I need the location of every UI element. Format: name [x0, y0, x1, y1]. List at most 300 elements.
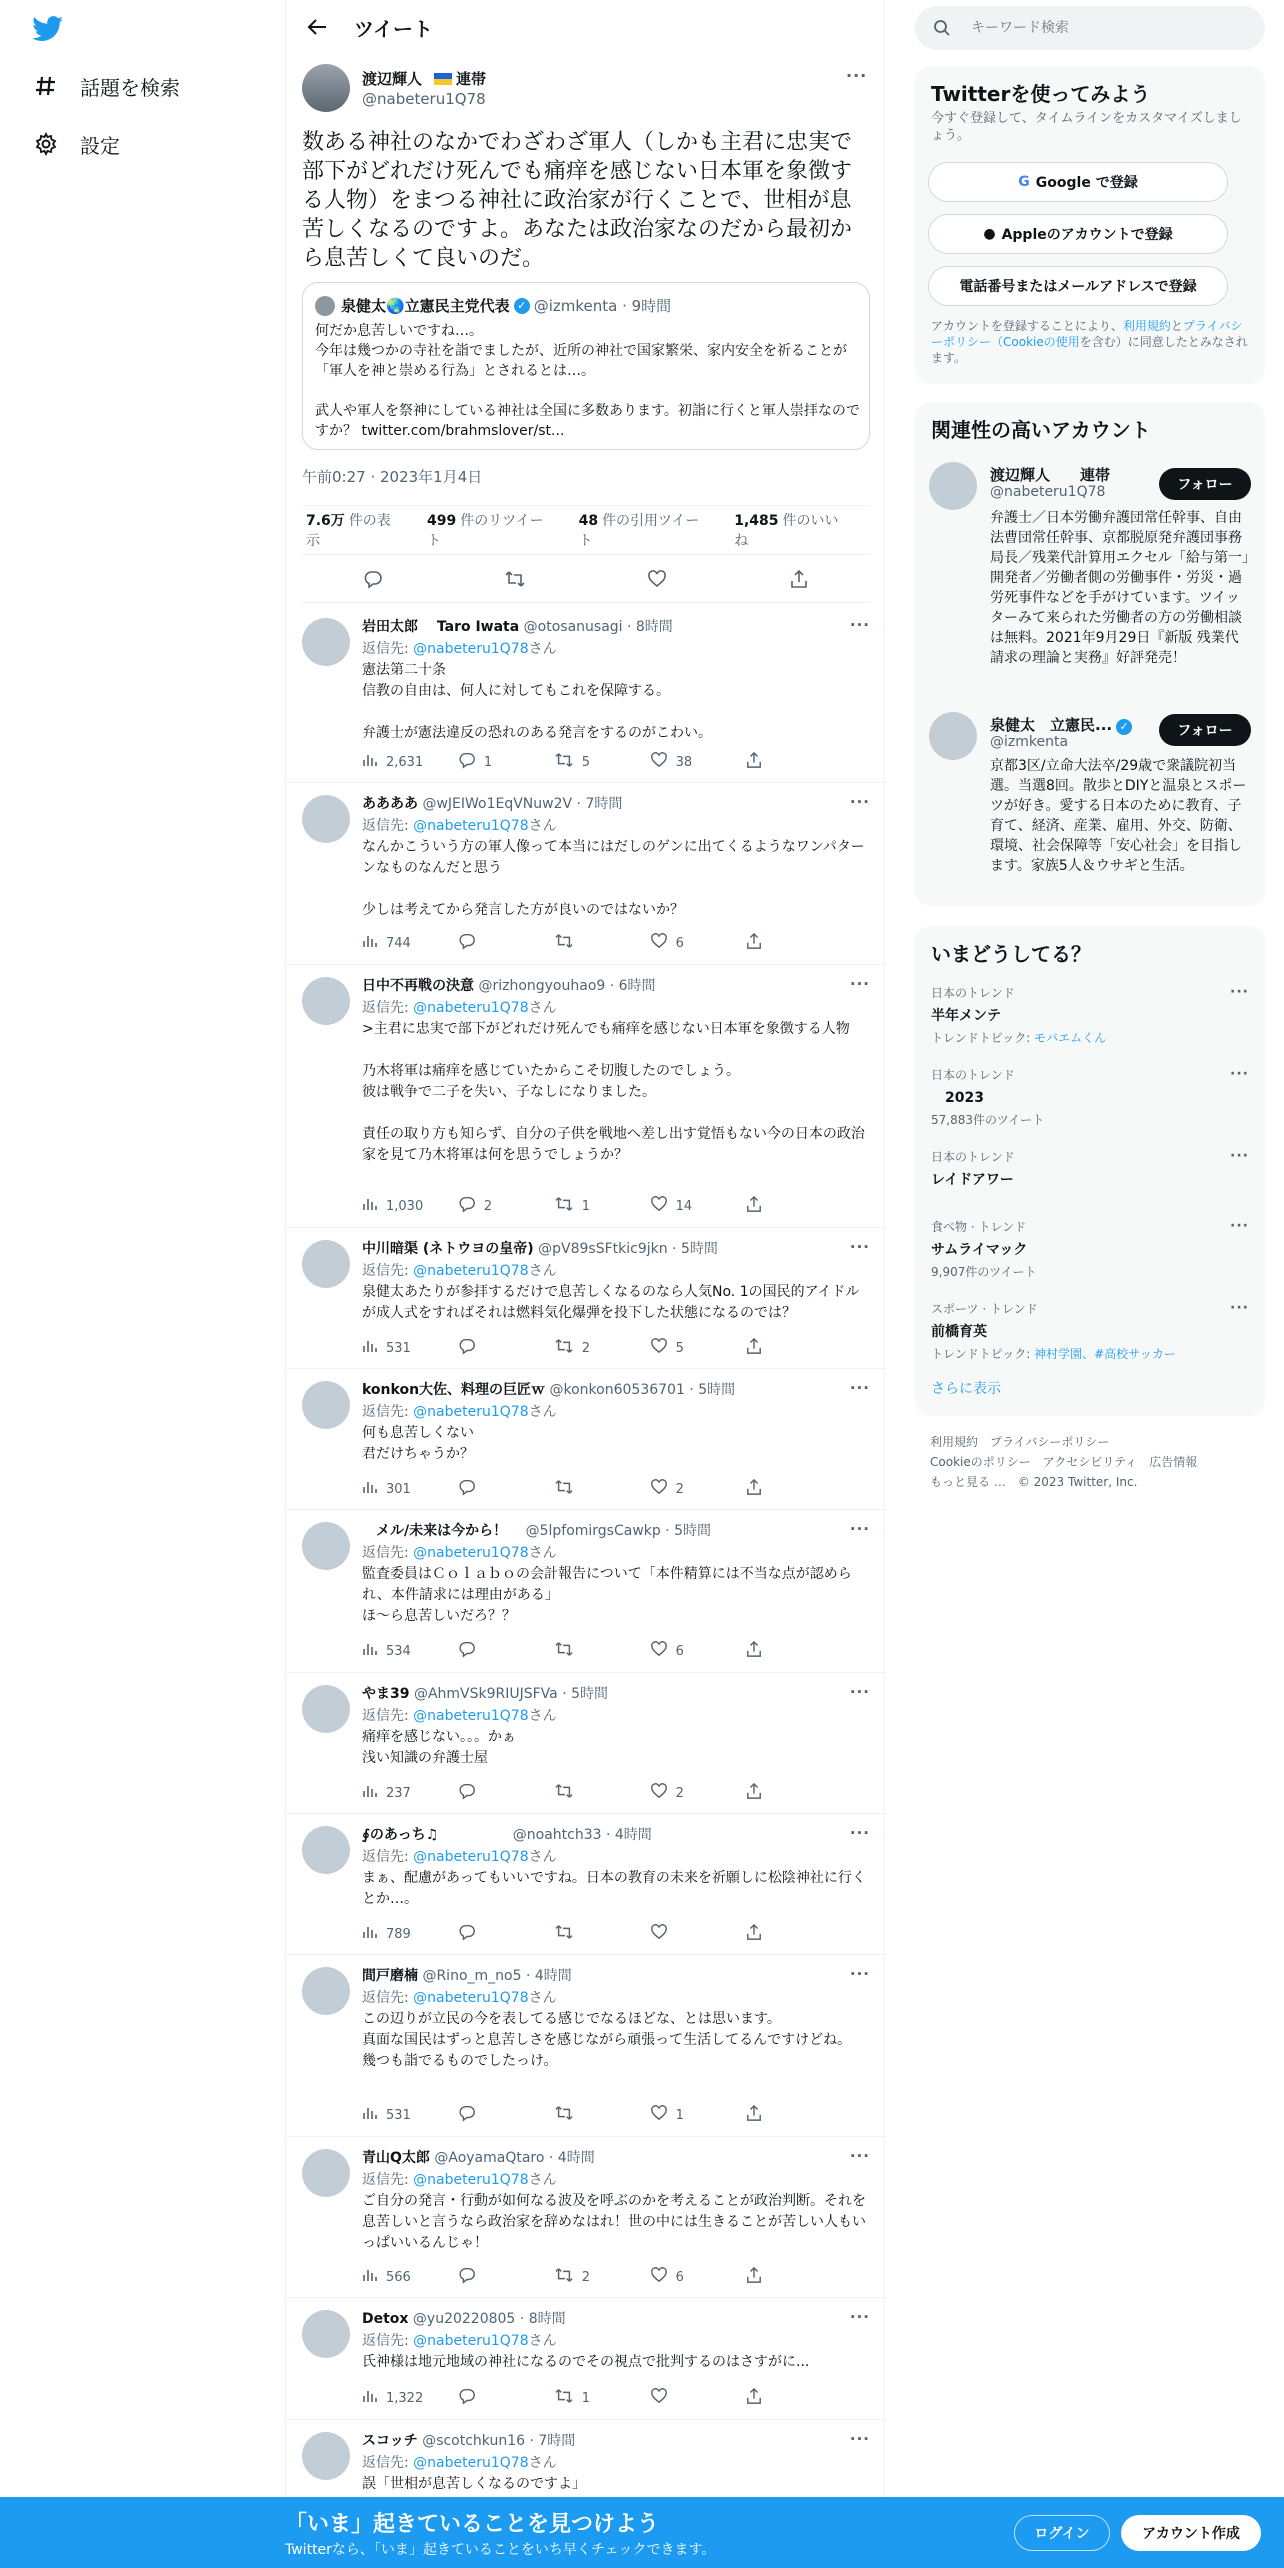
tweet-timestamp[interactable]: 午前0:27 · 2023年1月4日 [302, 468, 483, 486]
like-icon [650, 1479, 668, 1499]
main-tweet-author[interactable] [362, 68, 486, 89]
views-count: 1,030 [386, 1198, 424, 1214]
quoted-tweet-text: 何だか息苦しいですね…。 今年は幾つかの寺社を詣でましたが、近所の神社で国家繁栄、家内安全を祈ることが「軍人を神と崇める行為」とされるとは…。 武人や軍人を祭神にしている神社は全国に多数あります。初詣に行くと軍人崇拝なのですか？ twitter.com/brahmslover/st... [315, 323, 860, 439]
reply-to-link[interactable]: @nabeteru1Q78 [413, 1404, 529, 1420]
reply-button[interactable] [458, 2387, 554, 2409]
reply-actions [362, 1196, 782, 1216]
retweet-icon [554, 2266, 574, 2288]
retweet-icon [554, 1923, 574, 1945]
trend-item[interactable] [931, 1300, 1249, 1362]
reply-to: 返信先: @nabeteru1Q78さん [362, 1990, 557, 2006]
reply-avatar[interactable] [302, 618, 350, 666]
reply-button[interactable] [458, 2266, 554, 2288]
reply-tweet[interactable] [286, 606, 886, 783]
reply-avatar[interactable] [302, 1685, 350, 1733]
like-icon [650, 1783, 668, 1803]
main-tweet-avatar[interactable] [302, 64, 350, 112]
share-icon [746, 751, 762, 773]
reply-text: 何も息苦しくない 君だけちゃうか？ [362, 1425, 474, 1462]
reply-author-handle[interactable]: @AhmVSk9RIUJSFVa · 5時間 [413, 1686, 609, 1702]
like-button[interactable] [650, 2388, 746, 2408]
reply-count: 2 [483, 1198, 493, 1214]
reply-to-link[interactable]: @nabeteru1Q78 [413, 1000, 529, 1016]
reply-to: 返信先: @nabeteru1Q78さん [362, 1708, 557, 1724]
footer-cookie[interactable]: Cookieのポリシー [930, 1455, 1031, 1469]
retweet-button[interactable] [554, 2104, 650, 2126]
retweet-icon [554, 1478, 574, 1500]
more-options-icon[interactable]: ··· [849, 2308, 870, 2326]
reply-tweet[interactable] [286, 1673, 886, 1814]
gear-icon [32, 130, 60, 158]
reply-icon [458, 932, 476, 954]
trend-item[interactable] [931, 1066, 1249, 1128]
more-options-icon[interactable]: ··· [849, 975, 870, 993]
footer-privacy[interactable]: プライバシーポリシー [990, 1435, 1110, 1449]
share-icon [746, 932, 762, 954]
reply-text: 氏神様は地元地域の神社になるのでその視点で批判するのはさすがに... [362, 2354, 810, 2370]
share-icon [746, 1640, 762, 1662]
reply-actions [362, 933, 782, 953]
views-count: 531 [386, 2107, 411, 2123]
retweet-button[interactable] [554, 1478, 650, 1500]
search-icon [933, 19, 951, 37]
verified-badge-icon: ✓ [514, 298, 530, 314]
reply-author-name[interactable]: 日中不再戦の決意 [362, 978, 474, 994]
reply-tweet[interactable] [286, 1228, 886, 1369]
retweet-button[interactable] [554, 2387, 650, 2409]
footer-terms[interactable]: 利用規約 [930, 1435, 979, 1449]
stat-retweets[interactable]: 499 件のリツイート [427, 513, 544, 549]
reply-tweet[interactable] [286, 2137, 886, 2298]
privacy-link[interactable]: プライバシーポリシー [931, 319, 1243, 349]
views-button[interactable] [362, 2105, 458, 2125]
tweet-stats [302, 505, 870, 555]
reply-tweet[interactable] [286, 1955, 886, 2137]
share-button[interactable] [746, 932, 783, 954]
left-navigation [0, 0, 285, 2568]
search-input[interactable] [971, 20, 1221, 36]
views-button[interactable] [362, 2267, 458, 2287]
reply-author-handle[interactable]: @otosanusagi · 8時間 [523, 619, 673, 635]
retweet-icon [554, 2104, 574, 2126]
share-icon[interactable] [788, 568, 810, 590]
views-button[interactable] [362, 1196, 458, 1216]
views-button[interactable] [362, 1338, 458, 1358]
more-options-icon[interactable]: ··· [1230, 1300, 1249, 1316]
reply-actions [362, 2267, 782, 2287]
page-title: ツイート [354, 16, 433, 41]
reply-author-handle[interactable]: @pV89sSFtkic9jkn · 5時間 [538, 1241, 718, 1257]
trend-subtitle: トレンドトピック: 神村学園、#高校サッカー [931, 1347, 1176, 1361]
reply-to-link[interactable]: @nabeteru1Q78 [413, 2172, 529, 2188]
follow-button[interactable]: フォロー [1159, 714, 1251, 746]
more-options-icon[interactable]: ··· [849, 1520, 870, 1538]
reply-count: 1 [483, 754, 493, 770]
reply-icon [458, 1923, 476, 1945]
reply-to-link[interactable]: @nabeteru1Q78 [413, 2455, 529, 2471]
trend-category: 日本のトレンド [931, 1068, 1015, 1082]
retweet-icon [554, 1195, 574, 1217]
like-button[interactable] [650, 1924, 746, 1944]
reply-author-name[interactable]: 中川暗渠 (ネトウヨの皇帝) [362, 1241, 534, 1257]
nav-settings[interactable] [32, 124, 120, 164]
recommended-accounts-card [915, 402, 1265, 906]
more-options-icon[interactable]: ··· [849, 1238, 870, 1256]
reply-to-link[interactable]: @nabeteru1Q78 [413, 1990, 529, 2006]
retweet-icon[interactable] [504, 568, 526, 590]
footer-accessibility[interactable]: アクセシビリティ [1042, 1455, 1138, 1469]
reply-avatar[interactable] [302, 977, 350, 1025]
reply-avatar[interactable] [302, 1826, 350, 1874]
reply-text: まぁ、配慮があってもいいですね。日本の教育の未来を祈願しに松陰神社に行くとか…。 [362, 1870, 866, 1907]
tweet-action-bar [302, 555, 870, 603]
trend-topic-link[interactable]: モバエムくん [1034, 1031, 1107, 1045]
phone-email-signup-button[interactable]: 電話番号またはメールアドレスで登録 [928, 266, 1228, 306]
trend-subtitle: 9,907件のツイート [931, 1265, 1037, 1279]
quoted-author-handle: @izmkenta [533, 296, 618, 315]
like-icon [650, 2267, 668, 2287]
views-button[interactable] [362, 1924, 458, 1944]
reply-tweet[interactable] [286, 2298, 886, 2420]
reply-author-name[interactable]: konkon大佐、料理の巨匠ｗ [362, 1382, 546, 1398]
share-button[interactable] [746, 1923, 783, 1945]
stat-likes[interactable]: 1,485 件のいいね [734, 513, 839, 549]
like-button[interactable] [650, 1196, 746, 1216]
views-icon [362, 2388, 378, 2408]
retweet-count: 1 [581, 1198, 591, 1214]
retweet-icon [554, 1782, 574, 1804]
like-icon [650, 1924, 668, 1944]
quoted-author-name: 泉健太🌏立憲民主党代表 [341, 297, 510, 315]
views-count: 1,322 [386, 2390, 424, 2406]
recommended-avatar[interactable] [929, 462, 977, 510]
reply-to: 返信先: @nabeteru1Q78さん [362, 641, 557, 657]
trend-subtitle: 57,883件のツイート [931, 1113, 1045, 1127]
reply-to-link[interactable]: @nabeteru1Q78 [413, 1849, 529, 1865]
reply-header [362, 1683, 608, 1703]
reply-text: 誤「世相が息苦しくなるのですよ」 [362, 2476, 586, 2492]
reply-icon [458, 2266, 476, 2288]
views-icon [362, 2105, 378, 2125]
retweet-button[interactable] [554, 1337, 650, 1359]
share-button[interactable] [746, 2104, 783, 2126]
reply-author-handle[interactable]: @AoyamaQtaro · 4時間 [434, 2150, 595, 2166]
reply-icon[interactable] [362, 568, 384, 590]
reply-icon [458, 1640, 476, 1662]
reply-author-handle[interactable]: @rizhongyouhao9 · 6時間 [478, 978, 656, 994]
like-count: 6 [675, 935, 684, 951]
recommended-title: 関連性の高いアカウント [931, 418, 1151, 442]
views-button[interactable] [362, 1479, 458, 1499]
more-options-icon[interactable]: ··· [849, 2430, 870, 2448]
share-icon [746, 2104, 762, 2126]
like-button[interactable] [650, 2267, 746, 2287]
views-count: 2,631 [386, 754, 424, 770]
google-signup-button[interactable]: G Google で登録 [928, 162, 1228, 202]
like-count: 14 [675, 1198, 693, 1214]
reply-text: 痛痒を感じない。。。かぁ 浅い知識の弁護士屋 [362, 1729, 516, 1766]
reply-to-link[interactable]: @nabeteru1Q78 [413, 2333, 529, 2349]
trend-title: レイドアワー [931, 1172, 1014, 1188]
reply-to-link[interactable]: @nabeteru1Q78 [413, 641, 529, 657]
trend-item[interactable] [931, 1148, 1249, 1189]
views-icon [362, 1783, 378, 1803]
quoted-time: 9時間 [631, 297, 672, 315]
reply-tweet[interactable] [286, 965, 886, 1228]
reply-author-name[interactable]: Detox [362, 2311, 409, 2327]
show-more-link[interactable]: さらに表示 [931, 1381, 1001, 1397]
reply-actions [362, 1338, 782, 1358]
like-icon[interactable] [646, 568, 668, 590]
recommended-handle[interactable]: @izmkenta [990, 734, 1069, 750]
reply-author-name[interactable]: やま39 [362, 1686, 410, 1702]
bottom-bar-subtitle: Twitterなら、「いま」起きていることをいち早くチェックできます。 [285, 2542, 716, 2558]
reply-actions [362, 1479, 782, 1499]
reply-button[interactable] [458, 751, 554, 773]
reply-button[interactable] [458, 932, 554, 954]
views-icon [362, 2267, 378, 2287]
retweet-button[interactable] [554, 1195, 650, 1217]
apple-signup-button[interactable]: ● Appleのアカウントで登録 [928, 214, 1228, 254]
footer-copyright: © 2023 Twitter, Inc. [1017, 1475, 1138, 1489]
trend-item[interactable] [931, 984, 1249, 1046]
reply-author-name[interactable]: メル/未来は今から！ [362, 1523, 508, 1539]
ukraine-flag-icon [434, 73, 452, 85]
reply-to: 返信先: @nabeteru1Q78さん [362, 2333, 557, 2349]
login-button[interactable]: ログイン [1014, 2515, 1110, 2551]
reply-avatar[interactable] [302, 2432, 350, 2480]
more-options-icon[interactable]: ··· [849, 1824, 870, 1842]
quoted-dot: · [617, 296, 632, 315]
views-icon [362, 1924, 378, 1944]
trends-card [915, 926, 1265, 1416]
reply-button[interactable] [458, 1478, 554, 1500]
reply-button[interactable] [458, 1195, 554, 1217]
reply-tweet[interactable] [286, 1814, 886, 1955]
reply-text: 憲法第二十条 信教の自由は、何人に対してもこれを保障する。 弁護士が憲法違反の恐れのある発言をするのがこわい。 [362, 662, 712, 741]
reply-author-handle[interactable]: @wJEIWo1EqVNuw2V · 7時間 [422, 796, 623, 812]
reply-author-handle[interactable]: @5lpfomirgsCawkp · 5時間 [511, 1523, 712, 1539]
share-button[interactable] [746, 1195, 783, 1217]
views-count: 531 [386, 1340, 411, 1356]
reply-text: なんかこういう方の軍人像って本当にはだしのゲンに出てくるようなワンパターンなものなんだと思う 少しは考えてから発言した方が良いのではないか？ [362, 839, 865, 918]
quoted-tweet-header [315, 295, 671, 316]
main-tweet-text: 数ある神社のなかでわざわざ軍人（しかも主君に忠実で部下がどれだけ死んでも痛痒を感じない日本軍を象徴する人物）をまつる神社に政治家が行くことで、世相が息苦しくなるのですよ。あなたは政治家なのだから最初から息苦しくて良いのだ。 [302, 130, 853, 271]
retweet-button[interactable] [554, 2266, 650, 2288]
reply-text: この辺りが立民の今を表してる感じでなるほどな、とは思います。 真面な国民はずっと息苦しさを感じながら頑張って生活してるんですけどね。 幾つも詣でるものでしたっけ。 [362, 2011, 852, 2069]
share-button[interactable] [746, 751, 783, 773]
trend-category: 日本のトレンド [931, 1150, 1015, 1164]
share-button[interactable] [746, 2266, 783, 2288]
like-button[interactable] [650, 1338, 746, 1358]
google-icon: G [1018, 174, 1030, 190]
views-button[interactable] [362, 933, 458, 953]
reply-tweet[interactable] [286, 783, 886, 965]
reply-header [362, 2430, 575, 2450]
reply-to-link[interactable]: @nabeteru1Q78 [413, 1263, 529, 1279]
reply-to: 返信先: @nabeteru1Q78さん [362, 1000, 557, 1016]
more-options-icon[interactable]: ··· [849, 1379, 870, 1397]
reply-avatar[interactable] [302, 1381, 350, 1429]
reply-button[interactable] [458, 1782, 554, 1804]
reply-actions [362, 1924, 782, 1944]
reply-button[interactable] [458, 1337, 554, 1359]
footer-ads[interactable]: 広告情報 [1149, 1455, 1198, 1469]
reply-button[interactable] [458, 1640, 554, 1662]
like-icon [650, 2388, 668, 2408]
reply-to: 返信先: @nabeteru1Q78さん [362, 818, 557, 834]
reply-tweet[interactable] [286, 1510, 886, 1673]
reply-to: 返信先: @nabeteru1Q78さん [362, 1263, 557, 1279]
views-button[interactable] [362, 2388, 458, 2408]
reply-avatar[interactable] [302, 1240, 350, 1288]
reply-text: >主君に忠実で部下がどれだけ死んでも痛痒を感じない日本軍を象徴する人物 乃木将軍は痛痒を感じていたからこそ切腹したのでしょう。 彼は戦争で二子を失い、子なしになりました。 責任の取り方も知らず、自分の子供を戦地へ差し出す覚悟もない今の日本の政治家を見て乃木将軍は何を思うでしょうか？ [362, 1021, 865, 1163]
like-count: 2 [675, 1785, 684, 1801]
views-icon [362, 1196, 378, 1216]
retweet-button[interactable] [554, 751, 650, 773]
trend-item[interactable] [931, 1218, 1249, 1280]
bottom-signup-bar [0, 2497, 1284, 2568]
views-button[interactable] [362, 752, 458, 772]
more-options-icon[interactable]: ··· [849, 616, 870, 634]
retweet-button[interactable] [554, 1923, 650, 1945]
reply-author-name[interactable]: 間戸磨楠 [362, 1968, 418, 1984]
more-options-icon[interactable]: ··· [1230, 984, 1249, 1000]
stat-views[interactable]: 7.6万 件の表示 [306, 513, 391, 549]
views-button[interactable] [362, 1641, 458, 1661]
reply-avatar[interactable] [302, 1967, 350, 2015]
more-options-icon[interactable]: ··· [846, 66, 868, 85]
reply-to: 返信先: @nabeteru1Q78さん [362, 2172, 557, 2188]
reply-header [362, 1520, 711, 1540]
trend-category: 日本のトレンド [931, 986, 1015, 1000]
more-options-icon[interactable]: ··· [849, 1965, 870, 1983]
quoted-tweet[interactable] [302, 282, 870, 450]
recommended-name[interactable]: 泉健太 立憲民... ✓ [990, 714, 1136, 735]
back-arrow-icon[interactable] [300, 10, 334, 44]
stat-quotes[interactable]: 48 件の引用ツイート [578, 513, 700, 549]
verified-badge-icon: ✓ [1116, 719, 1132, 735]
header [286, 0, 886, 54]
reply-icon [458, 1478, 476, 1500]
reply-button[interactable] [458, 1923, 554, 1945]
trend-topic-link[interactable]: 神村学園、#高校サッカー [1034, 1347, 1176, 1361]
reply-tweet[interactable] [286, 1369, 886, 1510]
more-options-icon[interactable]: ··· [1230, 1066, 1249, 1082]
trend-title: 前橋育英 [931, 1324, 987, 1340]
cookie-link[interactable]: （Cookieの使用 [991, 335, 1080, 349]
share-button[interactable] [746, 1640, 783, 1662]
reply-text: 泉健太あたりが参拝するだけで息苦しくなるのなら人気No. 1の国民的アイドルが成人式をすればそれは燃料気化爆弾を投下した状態になるのでは？ [362, 1284, 860, 1321]
reply-author-handle[interactable]: @Rino_m_no5 · 4時間 [422, 1968, 572, 1984]
reply-avatar[interactable] [302, 795, 350, 843]
like-button[interactable] [650, 752, 746, 772]
views-button[interactable] [362, 1783, 458, 1803]
reply-avatar[interactable] [302, 2149, 350, 2197]
reply-icon [458, 751, 476, 773]
views-icon [362, 933, 378, 953]
share-icon [746, 1923, 762, 1945]
author-handle[interactable]: @nabeteru1Q78 [362, 90, 486, 108]
reply-header [362, 1965, 572, 1985]
reply-to: 返信先: @nabeteru1Q78さん [362, 2455, 557, 2471]
recommended-handle[interactable]: @nabeteru1Q78 [990, 484, 1106, 500]
like-button[interactable] [650, 1783, 746, 1803]
reply-header [362, 1824, 652, 1844]
reply-author-name[interactable]: 岩田太郎 Taro Iwata [362, 619, 520, 635]
reply-author-handle[interactable]: @noahtch33 · 4時間 [442, 1827, 652, 1843]
trend-title: 2023 [931, 1090, 984, 1106]
reply-author-name[interactable]: ああああ [362, 796, 418, 812]
twitter-logo-icon[interactable] [32, 16, 64, 42]
like-button[interactable] [650, 2105, 746, 2125]
reply-to-link[interactable]: @nabeteru1Q78 [413, 1545, 529, 1561]
like-button[interactable] [650, 933, 746, 953]
retweet-icon [554, 1337, 574, 1359]
retweet-button[interactable] [554, 932, 650, 954]
reply-avatar[interactable] [302, 2310, 350, 2358]
signup-card [915, 66, 1265, 384]
trend-title: サムライマック [931, 1242, 1028, 1258]
retweet-button[interactable] [554, 1640, 650, 1662]
reply-author-name[interactable]: 青山Q太郎 [362, 2150, 430, 2166]
share-button[interactable] [746, 2387, 783, 2409]
reply-header [362, 975, 656, 995]
more-options-icon[interactable]: ··· [849, 1683, 870, 1701]
reply-author-handle[interactable]: @scotchkun16 · 7時間 [422, 2433, 576, 2449]
recommended-avatar[interactable] [929, 712, 977, 760]
reply-author-name[interactable]: スコッチ [362, 2433, 418, 2449]
retweet-button[interactable] [554, 1782, 650, 1804]
reply-header [362, 616, 673, 636]
reply-icon [458, 2387, 476, 2409]
share-button[interactable] [746, 1337, 783, 1359]
share-button[interactable] [746, 1782, 783, 1804]
like-button[interactable] [650, 1641, 746, 1661]
more-options-icon[interactable]: ··· [849, 2147, 870, 2165]
reply-avatar[interactable] [302, 1522, 350, 1570]
follow-button[interactable]: フォロー [1159, 468, 1251, 500]
share-button[interactable] [746, 1478, 783, 1500]
like-icon [650, 752, 668, 772]
views-icon [362, 752, 378, 772]
reply-to: 返信先: @nabeteru1Q78さん [362, 1849, 557, 1865]
search-bar[interactable] [915, 6, 1265, 50]
footer-more[interactable]: もっと見る … [930, 1475, 1006, 1489]
views-count: 789 [386, 1926, 411, 1942]
nav-explore[interactable] [32, 66, 180, 106]
recommended-name[interactable]: 渡辺輝人 連帯 [990, 466, 1111, 484]
terms-link[interactable]: 利用規約 [1122, 319, 1171, 333]
reply-icon [458, 1337, 476, 1359]
views-count: 301 [386, 1481, 411, 1497]
reply-header [362, 2147, 595, 2167]
reply-author-handle[interactable]: @konkon60536701 · 5時間 [549, 1382, 736, 1398]
reply-author-name[interactable]: ∮のあっち♫ [362, 1827, 439, 1843]
reply-author-handle[interactable]: @yu20220805 · 8時間 [412, 2311, 566, 2327]
like-button[interactable] [650, 1479, 746, 1499]
more-options-icon[interactable]: ··· [849, 793, 870, 811]
reply-to-link[interactable]: @nabeteru1Q78 [413, 1708, 529, 1724]
apple-icon: ● [983, 226, 996, 242]
reply-button[interactable] [458, 2104, 554, 2126]
signup-button[interactable]: アカウント作成 [1121, 2515, 1261, 2551]
more-options-icon[interactable]: ··· [1230, 1218, 1249, 1234]
retweet-count: 2 [581, 1340, 591, 1356]
reply-to-link[interactable]: @nabeteru1Q78 [413, 818, 529, 834]
more-options-icon[interactable]: ··· [1230, 1148, 1249, 1164]
retweet-icon [554, 751, 574, 773]
